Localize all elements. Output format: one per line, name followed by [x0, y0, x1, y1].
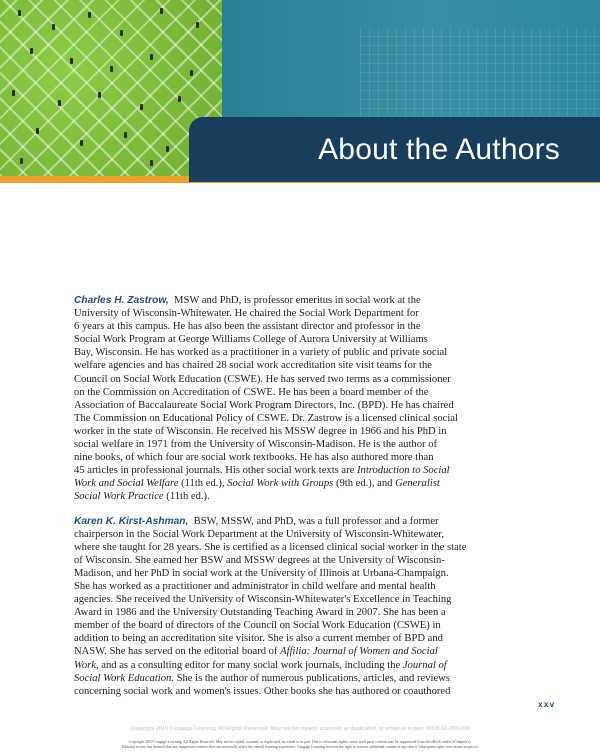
book-title: Work and Social Welfare	[74, 478, 179, 490]
journal-title: Work,	[74, 659, 99, 671]
person-figure	[190, 70, 193, 76]
texture-overlay	[360, 28, 600, 118]
person-figure	[166, 146, 169, 152]
book-title: Generalist	[395, 478, 440, 490]
person-figure	[178, 96, 181, 102]
person-figure	[150, 54, 153, 60]
bio-line: NASW. She has served on the editorial board of Affilia: Journal of Women and Social	[74, 646, 438, 658]
bio-line: 6 years at this campus. He has also been the assistant director and professor in the	[74, 321, 421, 333]
legal-line: Editorial review has deemed that any suppressed content does not materially affect the overall learning experience. Cengage Learning reserves the right to remove additional content at any time if subsequent rights restrictions require it.	[121, 745, 479, 749]
book-title: Social Work with Groups	[227, 478, 334, 490]
bio-line: member of the board of directors of the Council on Social Work Education (CSWE) in	[74, 620, 441, 632]
bio-line: social welfare in 1971 from the University of Wisconsin-Madison. He is the author of	[74, 439, 438, 451]
bio-line: 45 articles in professional journals. His other social work texts are Introduction to Social	[74, 465, 450, 477]
author-name: Karen K. Kirst-Ashman,	[74, 515, 189, 527]
bio-line: chairperson in the Social Work Department at the University of Wisconsin-Whitewater,	[74, 528, 445, 540]
authors-bios	[74, 294, 480, 709]
person-figure	[98, 92, 101, 98]
person-figure	[150, 160, 153, 166]
bio-line: welfare agencies and has chaired 28 social work accreditation site visit teams for the	[74, 360, 432, 372]
book-title: Introduction to Social	[357, 465, 450, 477]
bio-line: Bay, Wisconsin. He has worked as a practitioner in a variety of public and private social	[74, 347, 448, 359]
person-figure	[120, 30, 123, 36]
bio-line: Award in 1986 and the University Outstanding Teaching Award in 2007. She has been a	[74, 607, 446, 619]
bio-line: Madison, and her PhD in social work at the University of Illinois at Urbana-Champaign.	[74, 567, 449, 579]
bio-line: Association of Baccalaureate Social Work Program Directors, Inc. (BPD). He has chaired	[74, 399, 454, 411]
bio-line: nine books, of which four are social work textbooks. He has also authored more than	[74, 452, 434, 464]
bio-line: on the Commission on Accreditation of CSWE. He has been a board member of the	[74, 386, 429, 398]
bio-line: Social Work Practice (11th ed.).	[74, 491, 210, 503]
person-figure	[36, 128, 39, 134]
bio-line: Karen K. Kirst-Ashman, BSW, MSSW, and PhD, was a full professor and a former	[74, 515, 439, 527]
copyright-notice: Copyright 2019 Cengage Learning. All Rights Reserved. May not be copied, scanned, or duplicated, in whole or in part. WCN 02-200-202	[130, 726, 470, 732]
bio-line: where she taught for 28 years. She is certified as a licensed clinical social worker in the state	[74, 541, 467, 553]
person-figure	[18, 10, 21, 16]
person-figure	[30, 48, 33, 54]
bio-line: of Wisconsin. She earned her BSW and MSSW degrees at the University of Wisconsin-	[74, 554, 445, 566]
person-figure	[52, 24, 55, 30]
bio-line: Work and Social Welfare (11th ed.), Social Work with Groups (9th ed.), and Generalist	[74, 478, 440, 490]
bio-line: The Commission on Educational Policy of CSWE. Dr. Zastrow is a licensed clinical social	[74, 412, 458, 424]
header-banner	[0, 0, 600, 183]
bio-line: Social Work Education. She is the author of numerous publications, articles, and reviews	[74, 672, 450, 684]
book-title: Social Work Practice	[74, 491, 164, 503]
bio-line: She has worked as a practitioner and administrator in child welfare and mental health	[74, 580, 436, 592]
person-figure	[12, 90, 15, 96]
legal-line: Copyright 2019 Cengage Learning. All Rights Reserved. May not be copied, scanned, or duplicated, in whole or in part. Due to electronic rights, some third party content may be suppressed from the eBook and/or eChapter(s).	[128, 740, 472, 744]
author-name: Charles H. Zastrow,	[74, 295, 169, 306]
bio-line: concerning social work and women's issues. Other books she has authored or coauthored	[74, 685, 451, 697]
journal-title: Affilia: Journal of Women and Social	[280, 646, 438, 658]
person-figure	[110, 66, 113, 72]
bio-line: agencies. She received the University of Wisconsin-Whitewater's Excellence in Teaching	[74, 594, 452, 606]
person-figure	[196, 22, 199, 28]
bio-line: Social Work Program at George Williams College of Aurora University at Williams	[74, 334, 428, 346]
journal-title: Journal of	[402, 659, 447, 671]
person-figure	[88, 12, 91, 18]
legal-notice	[0, 740, 600, 750]
bio-line: Council on Social Work Education (CSWE). He has served two terms as a commissioner	[74, 373, 451, 385]
bio-line: addition to being an accreditation site visitor. She is also a current member of BPD and	[74, 633, 443, 645]
person-figure	[160, 8, 163, 14]
author-bio-kirst-ashman	[74, 515, 480, 698]
person-figure	[70, 58, 73, 64]
person-figure	[58, 100, 61, 106]
person-figure	[80, 140, 83, 146]
bio-line: Charles H. Zastrow, MSW and PhD, is professor emeritus in social work at the	[74, 295, 421, 306]
bio-line: Work, and as a consulting editor for many social work journals, including the Journal of	[74, 659, 447, 671]
author-bio-zastrow	[74, 294, 480, 504]
person-figure	[20, 158, 23, 164]
page-title: About the Authors	[318, 133, 560, 166]
person-figure	[124, 132, 127, 138]
journal-title: Social Work Education.	[74, 672, 174, 684]
person-figure	[140, 104, 143, 110]
title-band	[189, 117, 600, 182]
bio-line: worker in the state of Wisconsin. He received his MSSW degree in 1966 and his PhD in	[74, 425, 447, 437]
bio-line: University of Wisconsin-Whitewater. He chaired the Social Work Department for	[74, 308, 419, 320]
page-number: xxv	[538, 699, 556, 709]
